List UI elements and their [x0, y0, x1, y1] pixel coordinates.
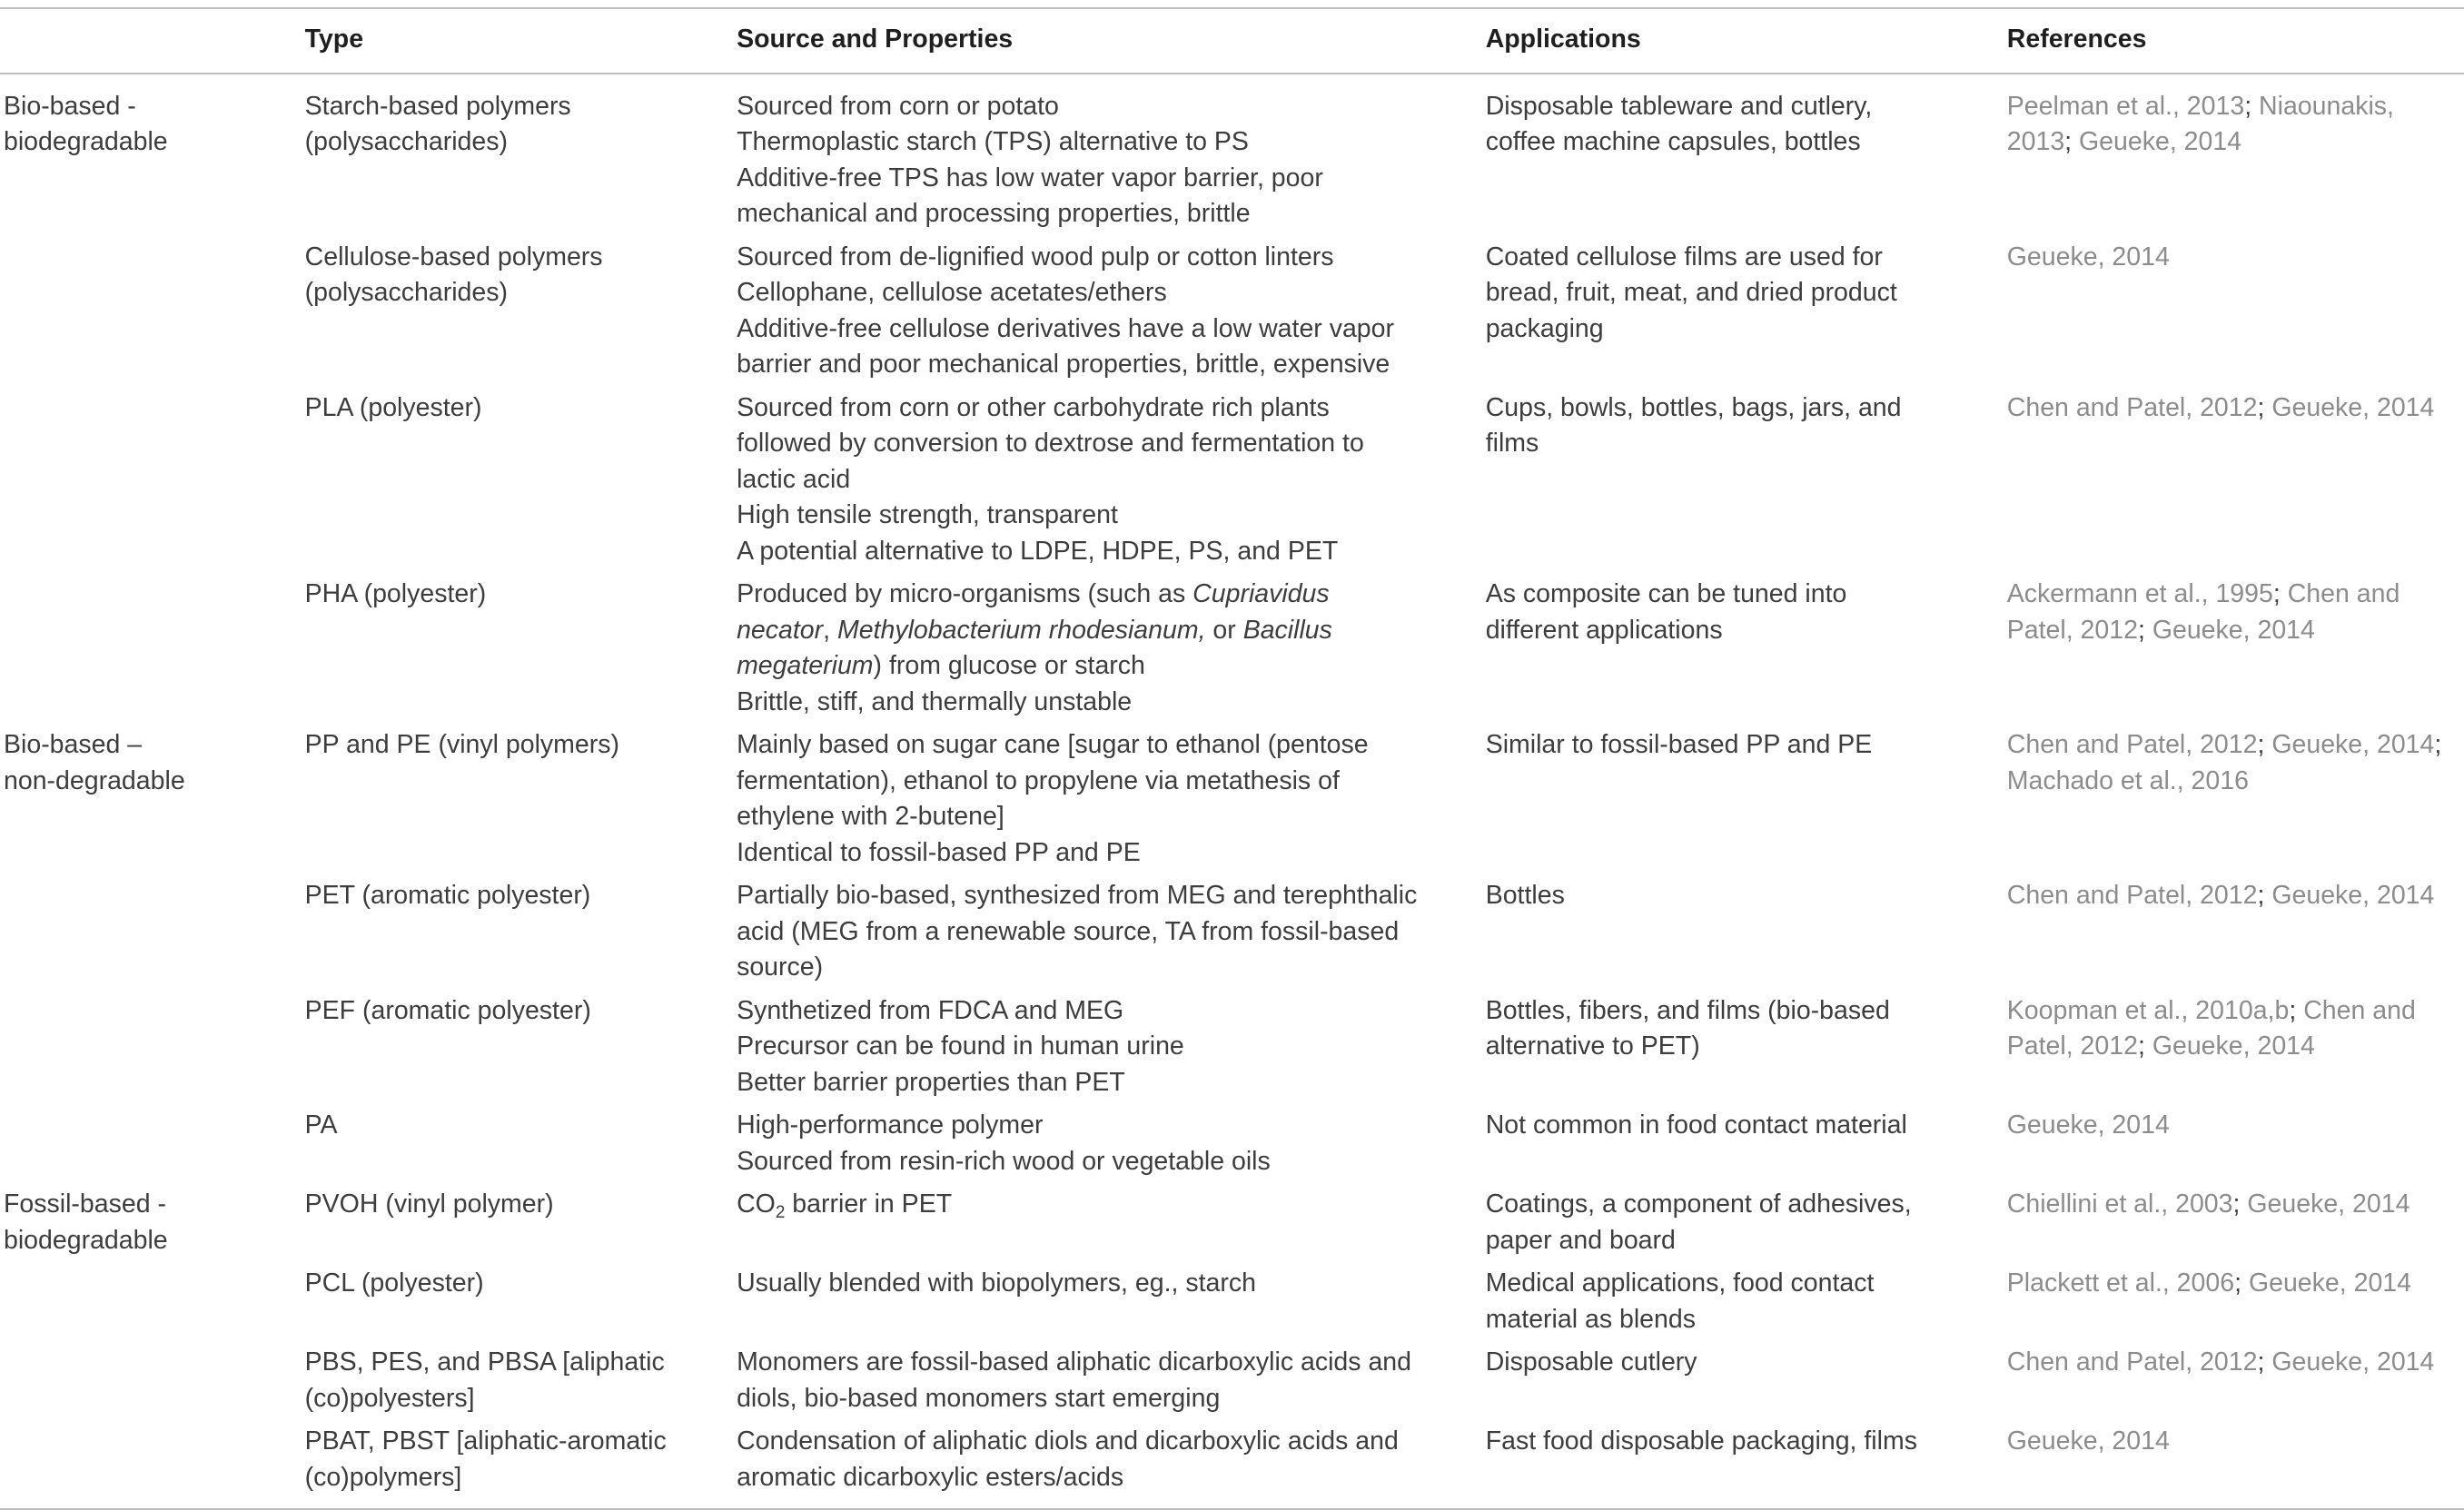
source-text: Brittle, stiff, and thermally unstable — [737, 686, 1133, 716]
type-text: (co)polyesters] — [304, 1383, 475, 1413]
type-text: PEF (aromatic polyester) — [304, 995, 591, 1025]
reference-link[interactable]: Plackett et al., 2006 — [2006, 1268, 2235, 1298]
type-text: PBS, PES, and PBSA [aliphatic — [304, 1347, 665, 1377]
source-cell — [737, 727, 1486, 878]
references-cell: Ackermann et al., 1995; Chen and Patel, 2012; Geueke, 2014 — [2006, 579, 2400, 645]
applications-cell — [1486, 240, 2007, 390]
group-cell — [0, 74, 305, 240]
table-row — [0, 1108, 2464, 1187]
type-cell — [305, 1266, 737, 1345]
type-text: PBAT, PBST [aliphatic-aromatic — [304, 1426, 667, 1456]
polymer-table — [0, 7, 2464, 1510]
references-cell — [2007, 240, 2464, 390]
reference-link[interactable]: Chiellini et al., 2003 — [2006, 1189, 2233, 1219]
header-type: Type — [304, 25, 364, 54]
applications-text: paper and board — [1485, 1225, 1676, 1255]
references-cell: Koopman et al., 2010a,b; Chen and Patel, 2012; Geueke, 2014 — [2006, 995, 2416, 1061]
applications-text: Similar to fossil-based PP and PE — [1485, 730, 1873, 759]
table-header-row — [0, 8, 2464, 74]
references-cell: Chen and Patel, 2012; Geueke, 2014; Machado et al., 2016 — [2006, 730, 2442, 795]
type-cell — [305, 878, 737, 993]
applications-text: alternative to PET) — [1485, 1031, 1700, 1061]
applications-text: Coatings, a component of adhesives, — [1485, 1189, 1912, 1219]
source-text: ethylene with 2-butene] — [737, 802, 1004, 831]
source-text: barrier and poor mechanical properties, brittle, expensive — [737, 350, 1390, 379]
type-cell — [305, 1187, 737, 1266]
type-text: PCL (polyester) — [304, 1268, 484, 1298]
source-text: Cellophane, cellulose acetates/ethers — [737, 278, 1167, 307]
source-text: Identical to fossil-based PP and PE — [737, 837, 1141, 867]
references-cell: Plackett et al., 2006; Geueke, 2014 — [2006, 1268, 2411, 1298]
reference-link[interactable]: Chen and Patel, 2012 — [2006, 1347, 2258, 1377]
type-text: Cellulose-based polymers — [304, 242, 603, 271]
source-text: Additive-free cellulose derivatives have a low water vapor — [737, 313, 1395, 343]
source-text: CO — [737, 1189, 776, 1219]
applications-cell — [1486, 878, 2007, 993]
applications-text: Not common in food contact material — [1485, 1110, 1907, 1140]
reference-link[interactable]: Chen and — [2287, 579, 2400, 608]
group-cell — [0, 390, 305, 577]
applications-cell — [1486, 577, 2007, 727]
reference-link[interactable]: 2013 — [2006, 127, 2065, 156]
references-cell: Chen and Patel, 2012; Geueke, 2014 — [2006, 1347, 2435, 1377]
reference-link[interactable]: Chen and Patel, 2012 — [2006, 392, 2258, 422]
source-text: A potential alternative to LDPE, HDPE, PS, and PET — [737, 536, 1339, 566]
reference-link[interactable]: Geueke, 2014 — [2271, 881, 2435, 910]
reference-link[interactable]: Chen and — [2303, 995, 2416, 1025]
table-row — [0, 727, 2464, 878]
group-cell — [0, 240, 305, 390]
type-cell — [305, 727, 737, 878]
source-text: Produced by micro-organisms (such as — [737, 579, 1193, 608]
applications-text: Fast food disposable packaging, films — [1485, 1426, 1917, 1456]
source-cell — [737, 390, 1486, 577]
applications-cell — [1486, 993, 2007, 1109]
applications-text: different applications — [1485, 615, 1723, 645]
source-text: lactic acid — [737, 464, 851, 494]
applications-text: As composite can be tuned into — [1485, 579, 1847, 608]
table-row — [0, 1345, 2464, 1424]
applications-text: Coated cellulose films are used for — [1485, 242, 1883, 271]
group-label: biodegradable — [4, 1225, 168, 1255]
reference-link[interactable]: Chen and Patel, 2012 — [2006, 881, 2258, 910]
references-cell: Chen and Patel, 2012; Geueke, 2014 — [2006, 881, 2435, 910]
type-text: Starch-based polymers — [304, 91, 571, 121]
type-text: PVOH (vinyl polymer) — [304, 1189, 554, 1219]
type-cell — [305, 240, 737, 390]
applications-text: Bottles, fibers, and films (bio-based — [1485, 995, 1890, 1025]
applications-text: Medical applications, food contact — [1485, 1268, 1875, 1298]
source-text: Condensation of aliphatic diols and dicarboxylic acids and — [737, 1426, 1399, 1456]
group-cell — [0, 727, 305, 878]
species-name: Methylobacterium rhodesianum, — [836, 615, 1206, 645]
type-text: PET (aromatic polyester) — [304, 881, 591, 910]
applications-text: Disposable tableware and cutlery, — [1485, 91, 1873, 121]
reference-link[interactable]: Ackermann et al., 1995 — [2006, 579, 2273, 608]
applications-text: Disposable cutlery — [1485, 1347, 1697, 1377]
applications-text: packaging — [1485, 313, 1604, 343]
header-source: Source and Properties — [737, 25, 1014, 54]
type-text: (polysaccharides) — [304, 127, 508, 156]
reference-link[interactable]: Koopman et al., 2010a,b — [2006, 995, 2290, 1025]
reference-link[interactable]: Geueke, 2014 — [2247, 1189, 2410, 1219]
type-cell — [305, 993, 737, 1109]
source-text: or — [1205, 615, 1243, 645]
header-group — [0, 8, 305, 74]
applications-cell — [1486, 727, 2007, 878]
reference-link[interactable]: Geueke, 2014 — [2271, 1347, 2435, 1377]
species-name: megaterium — [737, 651, 874, 680]
reference-link[interactable]: Geueke, 2014 — [2152, 1031, 2315, 1061]
group-label: biodegradable — [4, 127, 168, 156]
source-text: Monomers are fossil-based aliphatic dicarboxylic acids and — [737, 1347, 1411, 1377]
source-text: fermentation), ethanol to propylene via metathesis of — [737, 765, 1340, 795]
group-cell — [0, 1345, 305, 1424]
applications-cell — [1486, 74, 2007, 240]
type-text: (polysaccharides) — [304, 278, 508, 307]
reference-link[interactable]: Geueke, 2014 — [2271, 392, 2435, 422]
subscript: 2 — [775, 1203, 786, 1222]
type-text: PLA (polyester) — [304, 392, 482, 422]
reference-link[interactable]: Niaounakis, — [2259, 91, 2394, 121]
source-cell — [737, 74, 1486, 240]
group-cell — [0, 1187, 305, 1266]
applications-cell — [1486, 1266, 2007, 1345]
source-text: Mainly based on sugar cane [sugar to ethanol (pentose — [737, 730, 1369, 759]
species-name: necator — [737, 615, 824, 645]
type-cell — [305, 1345, 737, 1424]
header-applications: Applications — [1485, 25, 1641, 54]
type-text: PA — [304, 1110, 338, 1140]
applications-cell — [1486, 1345, 2007, 1424]
source-text: Sourced from de-lignified wood pulp or cotton linters — [737, 242, 1334, 271]
source-cell — [737, 1424, 1486, 1509]
group-label: Fossil-based - — [4, 1189, 166, 1219]
table-row — [0, 240, 2464, 390]
applications-text: material as blends — [1485, 1304, 1696, 1334]
table-row — [0, 577, 2464, 727]
reference-link[interactable]: Patel, 2012 — [2006, 615, 2138, 645]
table-row — [0, 1266, 2464, 1345]
source-text: barrier in PET — [785, 1189, 953, 1219]
source-text: Sourced from corn or potato — [737, 91, 1059, 121]
source-text: High-performance polymer — [737, 1110, 1044, 1140]
reference-link[interactable]: Peelman et al., 2013 — [2006, 91, 2245, 121]
source-text: ) from glucose or starch — [873, 651, 1145, 680]
table-row — [0, 1187, 2464, 1266]
references-cell — [2007, 1108, 2464, 1187]
applications-text: coffee machine capsules, bottles — [1485, 127, 1861, 156]
applications-text: Bottles — [1485, 881, 1565, 910]
table-row — [0, 1424, 2464, 1509]
group-cell — [0, 1108, 305, 1187]
species-name: Cupriavidus — [1192, 579, 1330, 608]
type-cell — [305, 1108, 737, 1187]
source-text: Precursor can be found in human urine — [737, 1031, 1184, 1061]
source-cell — [737, 1266, 1486, 1345]
species-name: Bacillus — [1242, 615, 1332, 645]
table-row — [0, 878, 2464, 993]
group-label: Bio-based - — [4, 91, 136, 121]
applications-cell — [1486, 1108, 2007, 1187]
source-cell — [737, 1187, 1486, 1266]
applications-cell — [1486, 390, 2007, 577]
applications-cell — [1486, 1424, 2007, 1509]
source-text: aromatic dicarboxylic esters/acids — [737, 1462, 1124, 1492]
source-text: Sourced from corn or other carbohydrate rich plants — [737, 392, 1330, 422]
table-row — [0, 993, 2464, 1109]
reference-link[interactable]: Geueke, 2014 — [2248, 1268, 2411, 1298]
reference-link[interactable]: Geueke, 2014 — [2271, 730, 2435, 759]
reference-link[interactable]: Geueke, 2014 — [2079, 127, 2242, 156]
reference-link[interactable]: Chen and Patel, 2012 — [2006, 730, 2258, 759]
references-cell — [2007, 1424, 2464, 1509]
type-cell — [305, 577, 737, 727]
type-cell — [305, 1424, 737, 1509]
group-cell — [0, 1266, 305, 1345]
type-cell — [305, 390, 737, 577]
group-cell — [0, 878, 305, 993]
source-text: source) — [737, 952, 824, 982]
source-text: High tensile strength, transparent — [737, 500, 1118, 529]
source-text: Thermoplastic starch (TPS) alternative to PS — [737, 127, 1249, 156]
type-cell — [305, 74, 737, 240]
source-text: diols, bio-based monomers start emerging — [737, 1383, 1221, 1413]
source-text: mechanical and processing properties, brittle — [737, 199, 1251, 228]
source-text: acid (MEG from a renewable source, TA from fossil-based — [737, 916, 1400, 946]
source-text: Usually blended with biopolymers, eg., starch — [737, 1268, 1256, 1298]
source-cell — [737, 1108, 1486, 1187]
type-text: PP and PE (vinyl polymers) — [304, 730, 619, 759]
source-text: Better barrier properties than PET — [737, 1067, 1125, 1097]
group-label: non-degradable — [4, 765, 185, 795]
reference-link[interactable]: Patel, 2012 — [2006, 1031, 2138, 1061]
references-cell: Peelman et al., 2013; Niaounakis, 2013; Geueke, 2014 — [2006, 91, 2394, 156]
source-cell — [737, 878, 1486, 993]
applications-text: Cups, bowls, bottles, bags, jars, and — [1485, 392, 1902, 422]
source-cell — [737, 577, 1486, 727]
table-row — [0, 74, 2464, 240]
group-cell — [0, 577, 305, 727]
reference-link[interactable]: Machado et al., 2016 — [2006, 765, 2249, 795]
reference-link[interactable]: Geueke, 2014 — [2006, 1110, 2170, 1140]
group-cell — [0, 1424, 305, 1509]
applications-text: films — [1485, 429, 1539, 458]
references-cell: Chiellini et al., 2003; Geueke, 2014 — [2006, 1189, 2410, 1219]
source-cell — [737, 1345, 1486, 1424]
source-text: followed by conversion to dextrose and fermentation to — [737, 429, 1364, 458]
group-label: Bio-based – — [4, 730, 143, 759]
source-text: Partially bio-based, synthesized from MEG and terephthalic — [737, 881, 1418, 910]
reference-link[interactable]: Geueke, 2014 — [2006, 1426, 2170, 1456]
applications-cell — [1486, 1187, 2007, 1266]
source-cell — [737, 240, 1486, 390]
applications-text: bread, fruit, meat, and dried product — [1485, 278, 1897, 307]
references-cell: Chen and Patel, 2012; Geueke, 2014 — [2006, 392, 2435, 422]
type-text: PHA (polyester) — [304, 579, 487, 608]
type-text: (co)polymers] — [304, 1462, 462, 1492]
source-text: Sourced from resin-rich wood or vegetable oils — [737, 1146, 1271, 1176]
source-text: Additive-free TPS has low water vapor barrier, poor — [737, 163, 1323, 192]
header-references: References — [2006, 25, 2147, 54]
reference-link[interactable]: Geueke, 2014 — [2006, 242, 2170, 271]
table-row — [0, 390, 2464, 577]
group-cell — [0, 993, 305, 1109]
reference-link[interactable]: Geueke, 2014 — [2152, 615, 2315, 645]
source-cell — [737, 993, 1486, 1109]
source-text: Synthetized from FDCA and MEG — [737, 995, 1124, 1025]
source-text: , — [823, 615, 837, 645]
